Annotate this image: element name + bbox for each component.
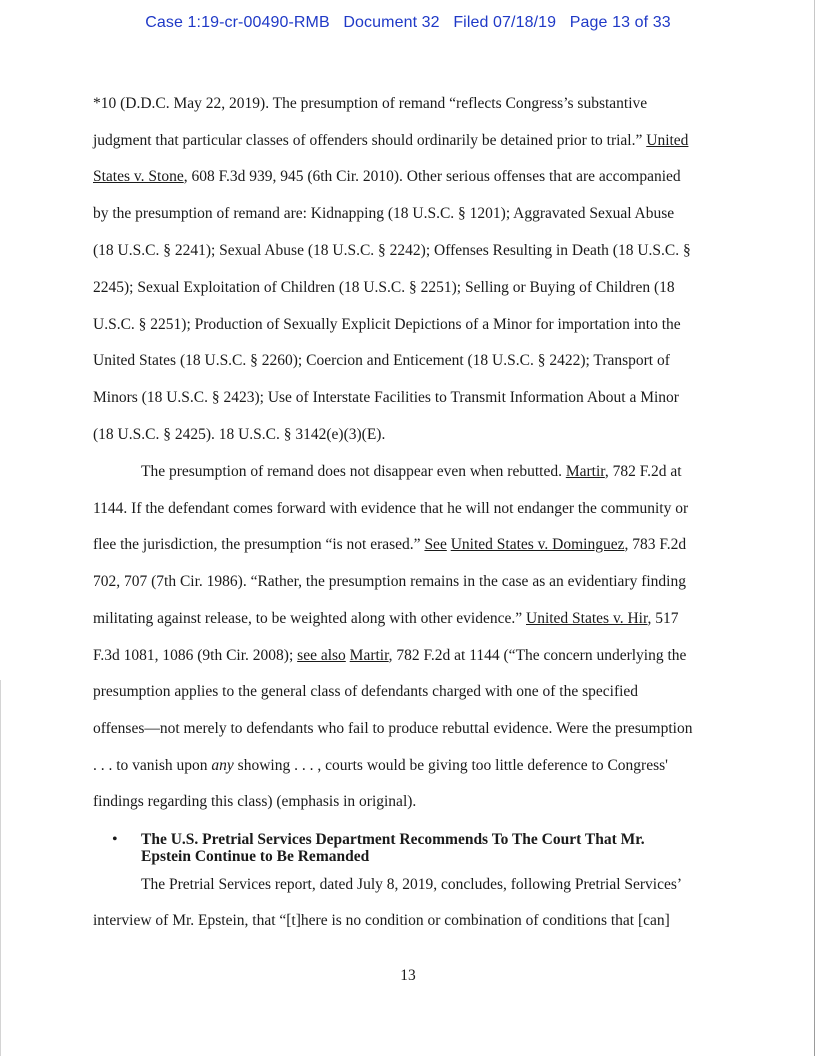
- text-run: , 517: [647, 610, 679, 627]
- text-run: , 782 F.2d at: [604, 463, 682, 480]
- text-run: offenses—not merely to defendants who fail to produce rebuttal evidence. Were the presumption: [93, 720, 693, 737]
- case-citation: Martir: [565, 463, 605, 480]
- bullet-icon: •: [112, 831, 118, 848]
- text-run: *10 (D.D.C. May 22, 2019). The presumption of remand “reflects Congress’s substantive: [93, 95, 648, 112]
- text-run: F.3d 1081, 1086 (9th Cir. 2008);: [93, 647, 298, 664]
- emphasis-text: any: [211, 757, 234, 774]
- text-run: presumption applies to the general class of defendants charged with one of the specified: [93, 683, 639, 700]
- scan-edge-left: [0, 680, 1, 1056]
- section-heading-line-1: The U.S. Pretrial Services Department Recommends To The Court That Mr.: [141, 831, 645, 848]
- page-number: 13: [400, 967, 416, 984]
- text-run: 2245); Sexual Exploitation of Children (18 U.S.C. § 2251); Selling or Buying of Children (18: [93, 279, 675, 296]
- text-run: 1144. If the defendant comes forward with evidence that he will not endanger the community or: [93, 500, 689, 517]
- text-run: 702, 707 (7th Cir. 1986). “Rather, the presumption remains in the case as an evidentiary finding: [93, 573, 686, 590]
- header-page-count: Page 13 of 33: [569, 14, 671, 31]
- case-citation: United: [646, 132, 689, 149]
- text-run: findings regarding this class) (emphasis in original).: [93, 793, 417, 810]
- text-run: (18 U.S.C. § 2425). 18 U.S.C. § 3142(e)(3)(E).: [93, 426, 386, 443]
- paragraph-line: interview of Mr. Epstein, that “[t]here is no condition or combination of conditions that [can]: [93, 912, 670, 929]
- paragraph-line: [93, 647, 733, 665]
- case-header: [0, 14, 816, 32]
- paragraph-line: [93, 536, 733, 554]
- paragraph-line: [93, 426, 733, 444]
- paragraph-line: [93, 610, 733, 628]
- case-citation: United States v. Dominguez: [450, 536, 625, 553]
- case-citation: States v. Stone: [93, 168, 184, 185]
- header-document-number: Document 32: [343, 14, 440, 31]
- case-citation: United States v. Hir: [526, 610, 648, 627]
- scan-edge-right: [814, 0, 815, 1056]
- paragraph-line: [93, 757, 733, 775]
- text-run: , 783 F.2d: [624, 536, 687, 553]
- case-citation: Martir: [349, 647, 389, 664]
- paragraph-line: [93, 242, 733, 260]
- text-run: flee the jurisdiction, the presumption “is not erased.”: [93, 536, 425, 553]
- paragraph-line: [93, 500, 733, 518]
- text-run: judgment that particular classes of offenders should ordinarily be detained prior to trial.”: [93, 132, 647, 149]
- header-filed-date: Filed 07/18/19: [453, 14, 557, 31]
- paragraph-line: [93, 683, 733, 701]
- section-heading-line-2: Epstein Continue to Be Remanded: [141, 848, 370, 865]
- text-run: The presumption of remand does not disappear even when rebutted.: [141, 463, 566, 480]
- paragraph-line: [93, 573, 733, 591]
- paragraph-line: [93, 95, 733, 113]
- paragraph-line: The Pretrial Services report, dated July 8, 2019, concludes, following Pretrial Services’: [141, 876, 683, 893]
- paragraph-line: [93, 205, 733, 223]
- text-run: . . . to vanish upon: [93, 757, 212, 774]
- paragraph-line: [93, 132, 733, 150]
- paragraph-line: [93, 168, 733, 186]
- text-run: U.S.C. § 2251); Production of Sexually Explicit Depictions of a Minor for importation into the: [93, 316, 681, 333]
- paragraph-line: [141, 463, 781, 481]
- text-run: , 782 F.2d at 1144 (“The concern underlying the: [388, 647, 687, 664]
- case-citation: see also: [297, 647, 346, 664]
- paragraph-line: [93, 316, 733, 334]
- text-run: , 608 F.3d 939, 945 (6th Cir. 2010). Other serious offenses that are accompanied: [183, 168, 681, 185]
- header-case-number: Case 1:19-cr-00490-RMB: [145, 14, 330, 31]
- paragraph-line: [93, 279, 733, 297]
- text-run: United States (18 U.S.C. § 2260); Coercion and Enticement (18 U.S.C. § 2422); Transport of: [93, 352, 670, 369]
- paragraph-line: [93, 352, 733, 370]
- paragraph-line: [93, 793, 733, 811]
- text-run: militating against release, to be weighted along with other evidence.”: [93, 610, 526, 627]
- case-citation: See: [424, 536, 447, 553]
- paragraph-line: [93, 389, 733, 407]
- text-run: (18 U.S.C. § 2241); Sexual Abuse (18 U.S.C. § 2242); Offenses Resulting in Death (18 U.S.C. §: [93, 242, 691, 259]
- paragraph-line: [93, 720, 733, 738]
- text-run: by the presumption of remand are: Kidnapping (18 U.S.C. § 1201); Aggravated Sexual Abuse: [93, 205, 675, 222]
- text-run: showing . . . , courts would be giving too little deference to Congress': [233, 757, 668, 774]
- text-run: Minors (18 U.S.C. § 2423); Use of Interstate Facilities to Transmit Information About a Minor: [93, 389, 679, 406]
